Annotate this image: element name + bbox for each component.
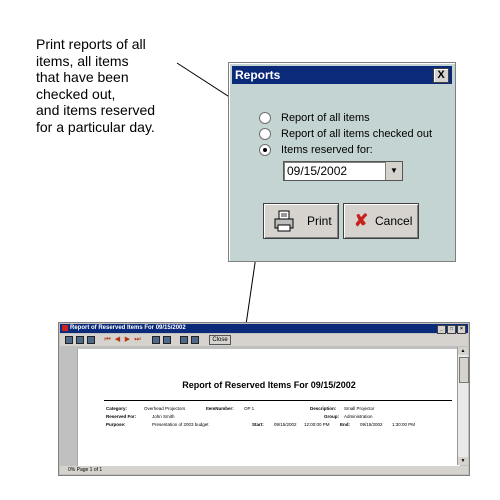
purpose-value: Presentation of 2003 budget: [152, 422, 209, 427]
two-page-icon[interactable]: [76, 336, 84, 344]
purpose-label: Purpose:: [106, 422, 126, 427]
maximize-icon[interactable]: □: [447, 325, 456, 334]
end-time: 1:30:00 PM: [392, 422, 416, 427]
window-buttons: [436, 325, 466, 334]
end-date: 09/15/2002: [360, 422, 383, 427]
first-page-icon[interactable]: ⏮: [104, 336, 111, 343]
status-bar: 0% Page 1 of 1: [60, 466, 468, 474]
end-label: End:: [340, 422, 350, 427]
open-folder-icon[interactable]: [191, 336, 199, 344]
reserved-date-select[interactable]: [283, 161, 403, 181]
category-label: Category:: [106, 406, 128, 411]
chevron-down-icon[interactable]: ▼: [385, 162, 402, 180]
callout-text: Print reports of all items, all items that have been checked out, and items reserved for a particular day.: [36, 36, 156, 135]
start-time: 12:00:00 PM: [304, 422, 330, 427]
description-value: Small Projector: [344, 406, 375, 411]
minimize-icon[interactable]: _: [437, 325, 446, 334]
close-icon[interactable]: ×: [457, 325, 466, 334]
zoom-icon[interactable]: [152, 336, 160, 344]
start-date: 09/15/2002: [274, 422, 297, 427]
preview-title-bar: [60, 324, 468, 333]
printer-icon: [274, 210, 294, 232]
scroll-up-icon[interactable]: ▲: [458, 347, 468, 355]
print-label: Print: [307, 214, 332, 228]
group-label: Group:: [324, 414, 339, 419]
cancel-x-icon: ✘: [354, 211, 369, 230]
multi-page-icon[interactable]: [87, 336, 95, 344]
reservedfor-value: John Smith: [152, 414, 175, 419]
preview-title: Report of Reserved Items For 09/15/2002: [70, 325, 186, 331]
scroll-thumb[interactable]: [459, 357, 469, 383]
app-icon: [62, 325, 68, 331]
reports-dialog: [228, 62, 456, 262]
dialog-title-bar: [232, 66, 452, 84]
save-icon[interactable]: [180, 336, 188, 344]
radio-all-items[interactable]: [259, 112, 271, 124]
itemnumber-label: ItemNumber:: [206, 406, 234, 411]
category-value: Overhead Projectors: [144, 406, 186, 411]
printer-icon[interactable]: [163, 336, 171, 344]
reserved-date-value: 09/15/2002: [287, 164, 348, 178]
itemnumber-value: OP 1: [244, 406, 255, 411]
vertical-scrollbar[interactable]: [457, 347, 468, 465]
close-icon[interactable]: X: [433, 68, 449, 83]
cancel-label: Cancel: [375, 214, 413, 228]
scroll-down-icon[interactable]: ▼: [458, 457, 468, 465]
single-page-icon[interactable]: [65, 336, 73, 344]
print-button[interactable]: [263, 203, 339, 239]
group-value: Administration: [344, 414, 373, 419]
option-label: Report of all items checked out: [281, 128, 433, 140]
report-preview-window: [58, 322, 470, 476]
report-divider: [104, 400, 452, 401]
option-label: Report of all items: [281, 112, 370, 124]
cancel-button[interactable]: [343, 203, 419, 239]
radio-checked-out[interactable]: [259, 128, 271, 140]
preview-toolbar: [60, 334, 468, 346]
preview-close-button[interactable]: Close: [209, 335, 231, 345]
report-heading: Report of Reserved Items For 09/15/2002: [182, 380, 356, 390]
radio-reserved-for[interactable]: [259, 144, 271, 156]
option-label: Items reserved for:: [281, 144, 373, 156]
dialog-title: Reports: [235, 68, 281, 82]
next-page-icon[interactable]: ▶: [124, 336, 131, 343]
last-page-icon[interactable]: ⏭: [134, 336, 141, 343]
description-label: Description:: [310, 406, 337, 411]
reservedfor-label: Reserved For:: [106, 414, 137, 419]
start-label: Start:: [252, 422, 264, 427]
prev-page-icon[interactable]: ◀: [114, 336, 121, 343]
report-page: [77, 349, 460, 467]
